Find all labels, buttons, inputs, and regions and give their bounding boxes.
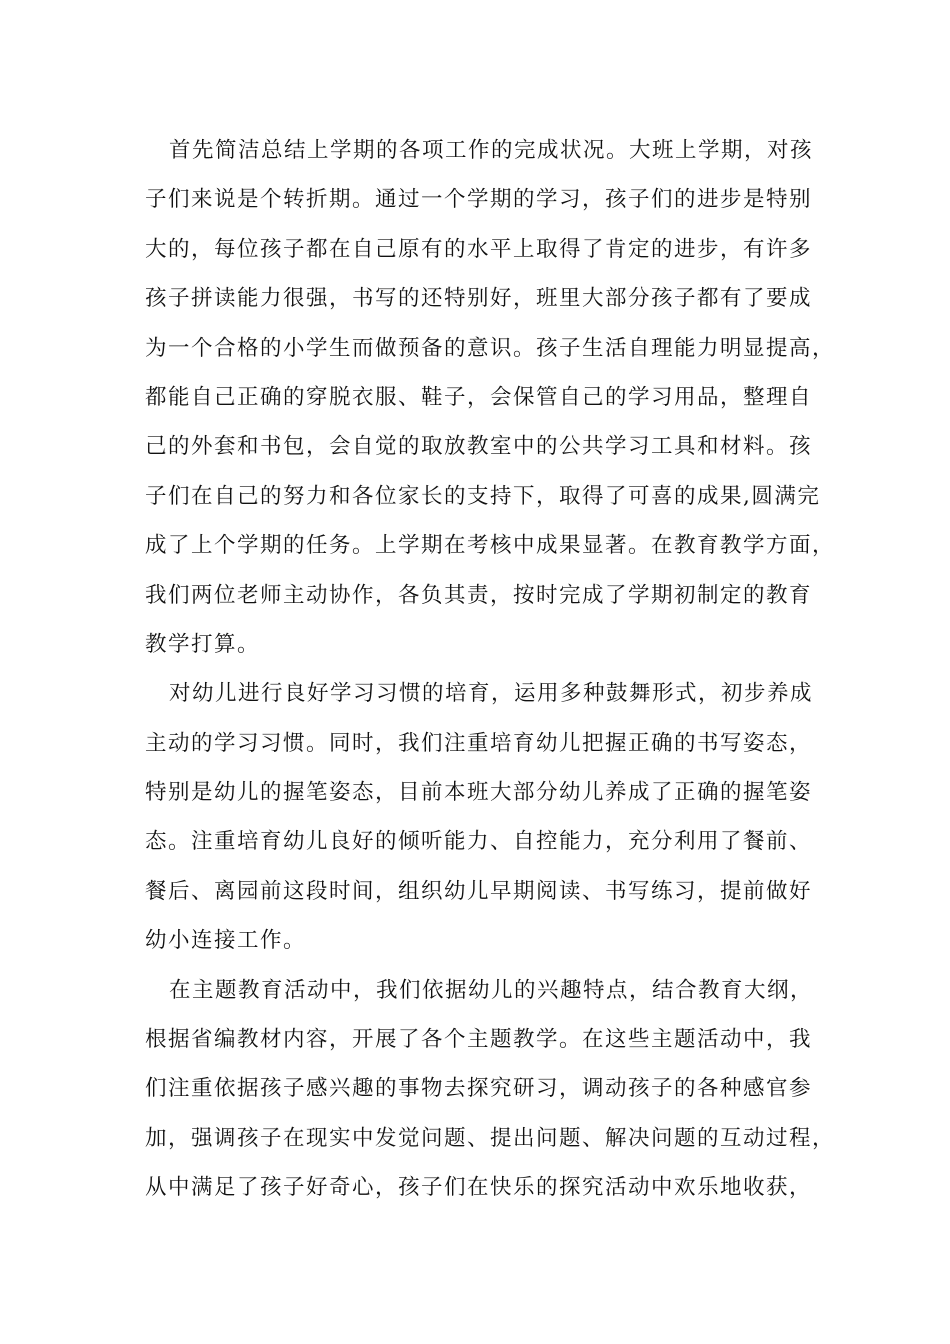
- text-line: 我们两位老师主动协作，各负其责，按时完成了学期初制定的教育: [145, 582, 813, 608]
- text-line: 大的，每位孩子都在自己原有的水平上取得了肯定的进步，有许多: [145, 236, 813, 262]
- text-line: 成了上个学期的任务。上学期在考核中成果显著。在教育教学方面，: [145, 533, 836, 559]
- text-line: 子们来说是个转折期。通过一个学期的学习，孩子们的进步是特别: [145, 187, 813, 213]
- text-line: 教学打算。: [145, 631, 261, 657]
- document-body: [145, 126, 835, 1213]
- text-line: 主动的学习习惯。同时，我们注重培育幼儿把握正确的书写姿态，: [145, 730, 813, 756]
- text-line: 首先简洁总结上学期的各项工作的完成状况。大班上学期，对孩: [169, 138, 814, 163]
- text-line: 子们在自己的努力和各位家长的支持下，取得了可喜的成果,圆满完: [145, 483, 821, 509]
- text-line: 在主题教育活动中，我们依据幼儿的兴趣特点，结合教育大纲，: [169, 977, 814, 1003]
- text-line: 都能自己正确的穿脱衣服、鞋子，会保管自己的学习用品，整理自: [145, 384, 813, 410]
- paragraph-3: [145, 966, 835, 1213]
- paragraph-1: [145, 126, 835, 669]
- text-line: 特别是幼儿的握笔姿态，目前本班大部分幼儿养成了正确的握笔姿: [145, 780, 813, 806]
- text-line: 态。注重培育幼儿良好的倾听能力、自控能力，充分利用了餐前、: [145, 829, 813, 855]
- text-line: 为一个合格的小学生而做预备的意识。孩子生活自理能力明显提高，: [145, 335, 836, 361]
- text-line: 根据省编教材内容，开展了各个主题教学。在这些主题活动中，我: [145, 1027, 813, 1053]
- text-line: 餐后、离园前这段时间，组织幼儿早期阅读、书写练习，提前做好: [145, 878, 813, 904]
- text-line: 对幼儿进行良好学习习惯的培育，运用多种鼓舞形式，初步养成: [169, 681, 814, 707]
- text-line: 幼小连接工作。: [145, 928, 307, 954]
- text-line: 己的外套和书包，会自觉的取放教室中的公共学习工具和材料。孩: [145, 434, 813, 460]
- text-line: 加，强调孩子在现实中发觉问题、提出问题、解决问题的互动过程，: [145, 1125, 836, 1151]
- text-line: 从中满足了孩子好奇心，孩子们在快乐的探究活动中欢乐地收获，: [145, 1175, 813, 1201]
- paragraph-2: [145, 669, 835, 965]
- text-line: 们注重依据孩子感兴趣的事物去探究研习，调动孩子的各种感官参: [145, 1076, 813, 1102]
- text-line: 孩子拼读能力很强，书写的还特别好，班里大部分孩子都有了要成: [145, 286, 813, 312]
